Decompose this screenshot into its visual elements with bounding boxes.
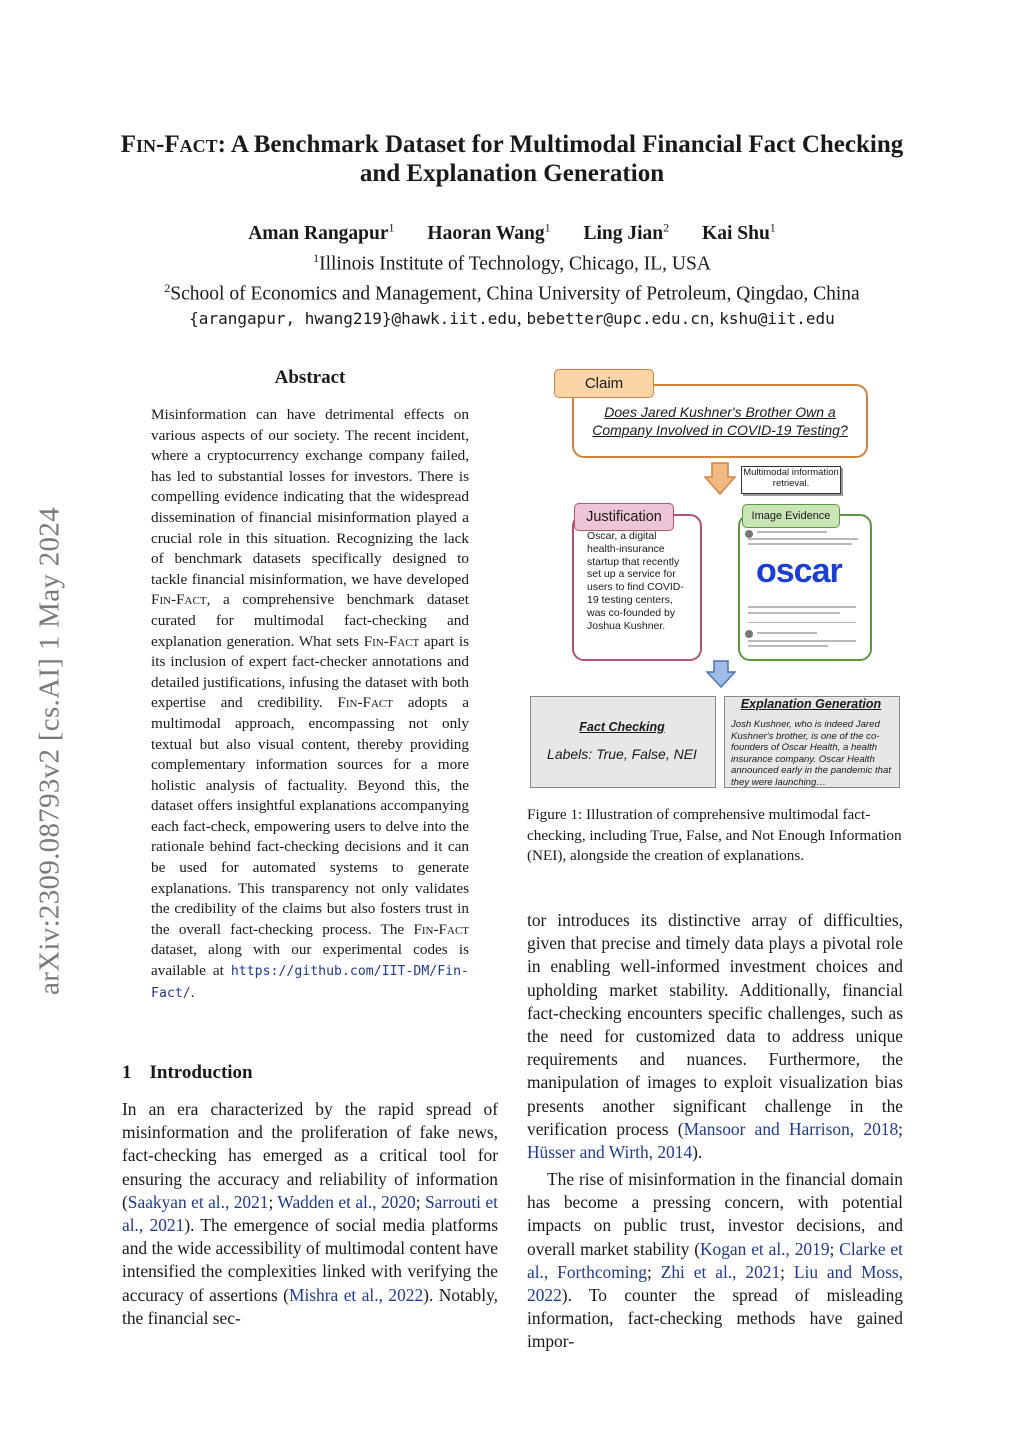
fact-checking-title: Fact Checking: [579, 720, 665, 734]
figure-caption: Figure 1: Illustration of comprehensive multimodal fact-checking, including True, False, and Not Enough Information (NEI), alongside the creation of explanations.: [527, 806, 902, 865]
title-line-2: and Explanation Generation: [359, 160, 665, 187]
email: kshu@iit.edu: [719, 308, 835, 328]
oscar-logo: oscar: [756, 552, 842, 590]
fact-checking-box: [530, 696, 716, 788]
down-arrow-icon: [706, 660, 736, 688]
avatar: [745, 630, 753, 638]
email-group: {arangapur, hwang219}@hawk.iit.edu: [189, 308, 517, 328]
title-line-1: : A Benchmark Dataset for Multimodal Financial Fact Checking: [217, 131, 904, 158]
title-dataset-name: Fin-Fact: [120, 131, 218, 158]
arxiv-sidebar: [10, 456, 90, 1046]
citation-link[interactable]: Hüsser and Wirth, 2014: [527, 1142, 693, 1163]
image-evidence-tab: Image Evidence: [742, 504, 840, 528]
citation-link[interactable]: Saakyan et al., 2021: [127, 1191, 269, 1212]
fact-checking-labels: Labels: True, False, NEI: [547, 746, 697, 762]
intro-paragraph: In an era characterized by the rapid spread of misinformation and the proliferation of fake news, fact-checking has emerged as a critical tool for ensuring the accuracy and reliability of information (Saakyan et al., 2021; Wadden et al., 2020; Sarrouti et al., 2021). The emergence of social media platforms and the wide accessibility of multimodal content have intensified the complexities linked with verifying the accuracy of assertions (Mishra et al., 2022). Notably, the financial sec-: [122, 1099, 499, 1328]
claim-tab: Claim: [554, 369, 654, 398]
citation-link[interactable]: Mansoor and Harrison, 2018: [683, 1118, 899, 1139]
avatar: [745, 530, 753, 538]
body-paragraph: tor introduces its distinctive array of difficulties, given that precise and timely data plays a pivotal role in enabling well-informed investment choices and upholding market stability. Additionally, financial fact-checking encounters specific challenges, such as the need for customized data to address unique requirements and nuances. Furthermore, the manipulation of images to exploit visualization bias presents another significant challenge in the verification process (Mansoor and Harrison, 2018; Hüsser and Wirth, 2014).: [527, 910, 903, 1163]
paper-title: [100, 130, 924, 188]
author-emails: {arangapur, hwang219}@hawk.iit.edu, bebetter@upc.edu.cn, kshu@iit.edu: [189, 307, 835, 329]
section-heading: 1 Introduction: [122, 1062, 253, 1083]
github-link[interactable]: https://github.com/IIT-DM/Fin-Fact/: [151, 964, 469, 1001]
affiliation-1: $^1$Illinois Institute of Technology, Chicago, IL, USA: [313, 250, 711, 274]
justification-tab: Justification: [574, 503, 674, 531]
down-arrow-icon: [704, 462, 736, 496]
email: bebetter@upc.edu.cn: [526, 308, 710, 328]
citation-link[interactable]: Wadden et al., 2020: [277, 1191, 416, 1212]
author: Kai Shu$^1$: [702, 220, 776, 244]
citation-link[interactable]: Clarke et al., Forthcoming: [527, 1238, 903, 1282]
author-block: [100, 215, 924, 331]
explanation-text: Josh Kushner, who is indeed Jared Kushner's brother, is one of the co-founders of Oscar Health, a health insurance company. Oscar Health announced early in the pandemic that they were launching…: [731, 719, 892, 788]
affiliation-2: $^2$School of Economics and Management, China University of Petroleum, Qingdao, China: [164, 281, 860, 305]
citation-link[interactable]: Kogan et al., 2019: [699, 1238, 830, 1259]
claim-box: Does Jared Kushner's Brother Own a Company Involved in COVID-19 Testing?: [572, 384, 868, 458]
citation-link[interactable]: Liu and Moss, 2022: [527, 1261, 903, 1306]
justification-text: Oscar, a digital health-insurance startup that recently set up a service for users to find COVID-19 testing centers, was co-founded by Joshua Kushner.: [587, 530, 684, 632]
abstract-text: Misinformation can have detrimental effects on various aspects of our society. The recent incident, where a cryptocurrency exchange company failed, has led to substantial losses for investors. There is compelling evidence indicating that the widespread dissemination of financial misinformation played a crucial role in this situation. Recognizing the lack of benchmark datasets specifically designed to tackle financial misinformation, we have developed Fin-Fact, a comprehensive benchmark dataset curated for multimodal fact-checking and explanation generation. What sets Fin-Fact apart is its inclusion of expert fact-checker annotations and detailed justifications, infusing the dataset with both expertise and credibility. Fin-Fact adopts a multimodal approach, encompassing not only textual but also visual content, thereby providing complementary information sources for a more holistic analysis of factuality. Beyond this, the dataset offers insightful explanations accompanying each fact-check, empowering users to delve into the rationale behind fact-checking decisions and it can be used for automated systems to generate explanations. This transparency not only validates the credibility of the claims but also fosters trust in the overall fact-checking process. The Fin-Fact dataset, along with our experimental codes is available at https://github.com/IIT-DM/Fin-Fact/.: [151, 406, 470, 1001]
author: Ling Jian$^2$: [583, 220, 670, 244]
author: Haoran Wang$^1$: [427, 220, 551, 244]
author: Aman Rangapur$^1$: [248, 220, 395, 244]
citation-link[interactable]: Sarrouti et al., 2021: [122, 1191, 498, 1236]
abstract-heading: Abstract: [274, 367, 346, 388]
citation-link[interactable]: Zhi et al., 2021: [660, 1261, 781, 1282]
author-names: [100, 215, 924, 246]
retrieval-note: Multimodal information retrieval.: [741, 466, 841, 494]
explanation-title: Explanation Generation: [740, 697, 882, 711]
arxiv-id: arXiv:2309.08793v2 [cs.AI] 1 May 2024: [33, 507, 66, 995]
body-paragraph: The rise of misinformation in the financial domain has become a pressing concern, with potential impacts on public trust, investor decisions, and overall market stability (Kogan et al., 2019; Clarke et al., Forthcoming; Zhi et al., 2021; Liu and Moss, 2022). To counter the spread of misleading information, fact-checking methods have gained impor-: [527, 1169, 903, 1352]
citation-link[interactable]: Mishra et al., 2022: [288, 1284, 424, 1305]
